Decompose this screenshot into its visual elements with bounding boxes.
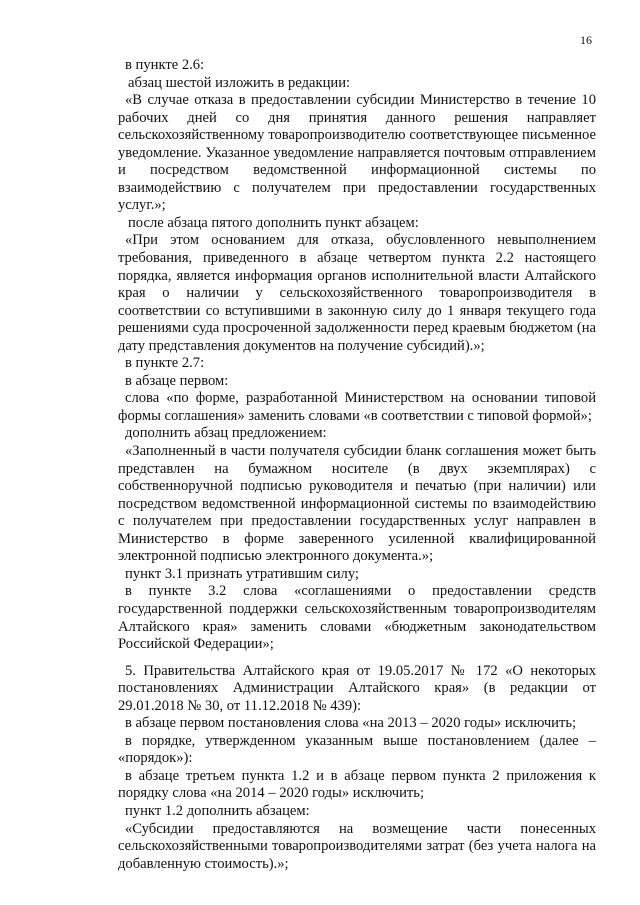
paragraph-6: в пункте 2.7: xyxy=(125,355,205,372)
paragraph-7: в абзаце первом: xyxy=(125,372,229,389)
paragraph-16: в абзаце третьем пункта 1.2 и в абзаце первом пункта 2 приложения к порядку слова «на 2014 – 2020 годы» исключить; xyxy=(118,767,596,802)
paragraph-12: в пункте 3.2 слова «соглашениями о предоставлении средств государственной поддержки сельскохозяйственным товаропроизводителям Алтайского края» заменить словами «бюджетным законодательством Российской Федерации»; xyxy=(118,583,596,653)
paragraph-15: в порядке, утвержденном указанным выше постановлением (далее – «порядок»): xyxy=(118,732,596,767)
paragraph-4: после абзаца пятого дополнить пункт абзацем: xyxy=(128,214,419,231)
paragraph-9: дополнить абзац предложением: xyxy=(125,425,327,442)
paragraph-14: в абзаце первом постановления слова «на 2013 – 2020 годы» исключить; xyxy=(125,715,577,732)
paragraph-5: «При этом основанием для отказа, обусловленного невыполнением требования, приведенного в абзаце четвертом пункта 2.2 настоящего порядка, является информация органов исполнительной власти Алтайского края о наличии у сельскохозяйственного товаропроизводителя в соответствии со вступившими в законную силу до 1 января текущего года решениями суда просроченной задолженности перед краевым бюджетом (на дату представления документов на получение субсидий).»; xyxy=(118,232,596,354)
page-number: 16 xyxy=(580,33,592,47)
paragraph-18: «Субсидии предоставляются на возмещение части понесенных сельскохозяйственными товаропроизводителями затрат (без учета налога на добавленную стоимость).»; xyxy=(118,820,596,872)
paragraph-3: «В случае отказа в предоставлении субсидии Министерство в течение 10 рабочих дней со дня принятия данного решения направляет сельскохозяйственному товаропроизводителю соответствующее письменное уведомление. Указанное уведомление направляется почтовым отправлением и посредством ведомственной информационной системы по взаимодействию с получателем при предоставлении государственных услуг.»; xyxy=(118,92,596,214)
paragraph-10: «Заполненный в части получателя субсидии бланк соглашения может быть представлен на бумажном носителе (в двух экземплярах) с собственноручной подписью руководителя и печатью (при наличии) или посредством ведомственной информационной системы по взаимодействию с получателем при предоставлении государственных услуг направлен в Министерство в форме заверенного усиленной квалифицированной электронной подписью электронного документа.»; xyxy=(118,443,596,565)
paragraph-11: пункт 3.1 признать утратившим силу; xyxy=(125,565,359,582)
paragraph-8: слова «по форме, разработанной Министерством на основании типовой формы соглашения» заменить словами «в соответствии с типовой формой»; xyxy=(118,390,596,424)
document-body xyxy=(118,57,596,873)
paragraph-13: 5. Правительства Алтайского края от 19.05.2017 № 172 «О некоторых постановлениях Администрации Алтайского края» (в редакции от 29.01.2018 № 30, от 11.12.2018 № 439): xyxy=(118,662,596,714)
paragraph-17: пункт 1.2 дополнить абзацем: xyxy=(125,802,310,819)
paragraph-1: в пункте 2.6: xyxy=(125,57,205,73)
paragraph-2: абзац шестой изложить в редакции: xyxy=(128,74,351,91)
